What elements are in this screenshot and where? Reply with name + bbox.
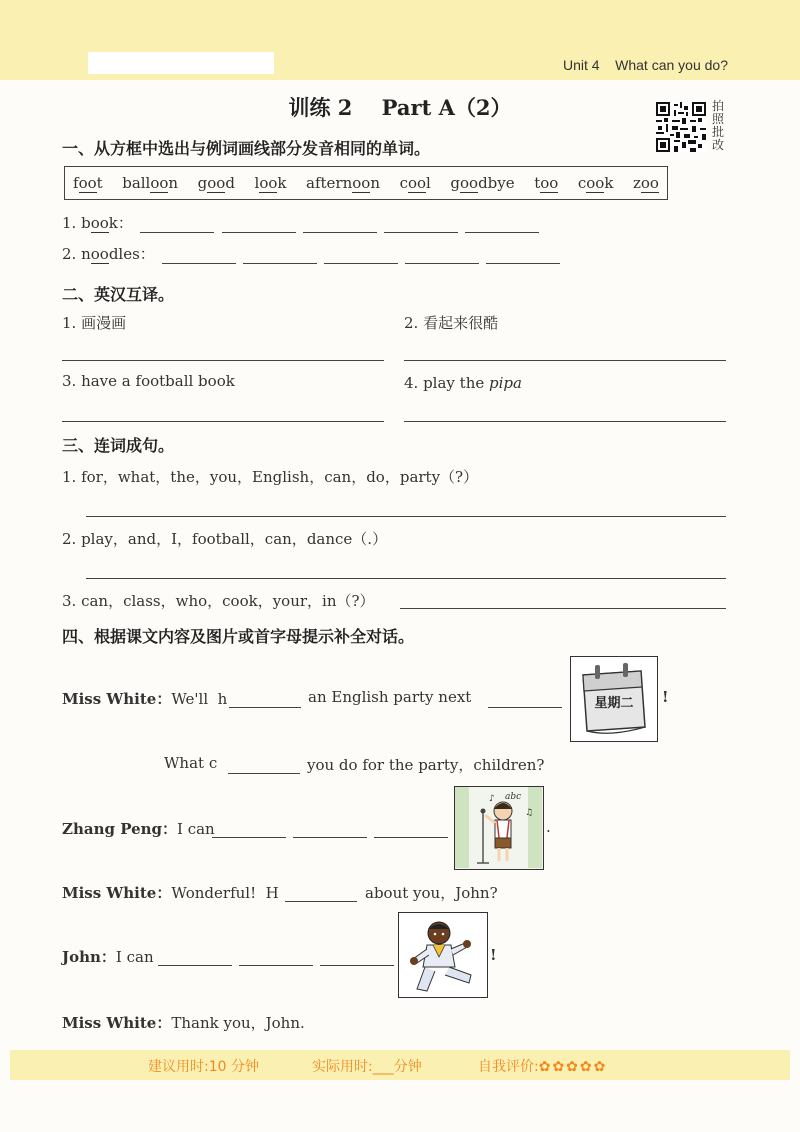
- answer-blank[interactable]: [285, 901, 357, 902]
- answer-blank[interactable]: [293, 837, 367, 838]
- dialogue-line-3: Zhang Peng：I can: [62, 820, 215, 838]
- qr-caption: 拍 照 批 改: [712, 99, 725, 152]
- svg-text:♫: ♫: [525, 808, 534, 818]
- answer-blank[interactable]: [486, 263, 560, 264]
- translate-item-1: 1. 画漫画: [62, 314, 127, 332]
- answer-line[interactable]: [86, 516, 726, 517]
- qr-code-icon[interactable]: [656, 102, 706, 152]
- answer-blank[interactable]: [243, 263, 317, 264]
- answer-line[interactable]: [404, 421, 726, 422]
- word-item: good: [197, 174, 235, 192]
- answer-blank[interactable]: [229, 707, 301, 708]
- answer-line[interactable]: [86, 578, 726, 579]
- calendar-picture: [570, 656, 658, 742]
- dialogue-text: an English party next: [308, 688, 472, 706]
- dialogue-text: about you，John?: [365, 884, 498, 902]
- song-label: abc: [505, 792, 522, 802]
- answer-blank[interactable]: [374, 837, 448, 838]
- question-1-book: 1. book：: [62, 214, 133, 232]
- answer-blank[interactable]: [384, 232, 458, 233]
- order-item-1: 1. for，what，the，you，English，can，do，party（?）: [62, 468, 479, 486]
- word-item: too: [534, 174, 559, 192]
- section3-heading: 三、连词成句。: [62, 436, 175, 455]
- word-item: goodbye: [450, 174, 515, 192]
- answer-blank[interactable]: [488, 707, 562, 708]
- answer-line[interactable]: [62, 421, 384, 422]
- punctuation: .: [546, 818, 551, 836]
- section4-heading: 四、根据课文内容及图片或首字母提示补全对话。: [62, 627, 415, 646]
- answer-blank[interactable]: [405, 263, 479, 264]
- answer-blank[interactable]: [212, 837, 286, 838]
- rating-stars-icon[interactable]: ✿✿✿✿✿: [538, 1059, 608, 1075]
- punctuation: !: [662, 688, 669, 706]
- suggested-time: 建议用时:10 分钟: [148, 1059, 259, 1075]
- section1-heading: 一、从方框中选出与例词画线部分发音相同的单词。: [62, 139, 431, 158]
- dialogue-line-2: What c: [164, 754, 218, 772]
- unit-label: Unit 4 What can you do?: [563, 57, 728, 73]
- self-evaluation: 自我评价:✿✿✿✿✿: [478, 1059, 608, 1075]
- answer-blank[interactable]: [465, 232, 539, 233]
- speaker-label: John：: [62, 948, 116, 966]
- word-item: balloon: [122, 174, 179, 192]
- answer-line[interactable]: [62, 360, 384, 361]
- section2-heading: 二、英汉互译。: [62, 285, 175, 304]
- calendar-label: 星期二: [594, 696, 634, 711]
- order-item-3: 3. can，class，who，cook，your，in（?）: [62, 592, 375, 610]
- answer-line[interactable]: [404, 360, 726, 361]
- svg-text:♪: ♪: [489, 794, 495, 804]
- answer-blank[interactable]: [303, 232, 377, 233]
- translate-item-4: 4. play the pipa: [404, 374, 522, 392]
- word-item: cook: [577, 174, 614, 192]
- dialogue-text: you do for the party，children?: [307, 756, 545, 774]
- dialogue-line-4: Miss White：Wonderful! H: [62, 884, 279, 902]
- answer-blank[interactable]: [140, 232, 214, 233]
- speaker-label: Miss White：: [62, 1014, 172, 1032]
- answer-blank[interactable]: [222, 232, 296, 233]
- answer-blank[interactable]: [239, 965, 313, 966]
- dialogue-line-1: Miss White：We'll h: [62, 690, 228, 708]
- word-item: afternoon: [306, 174, 380, 192]
- translate-item-2: 2. 看起来很酷: [404, 314, 499, 332]
- kungfu-picture: [398, 912, 488, 998]
- answer-blank[interactable]: [324, 263, 398, 264]
- header-blank-area: [88, 52, 274, 74]
- word-item: cool: [399, 174, 431, 192]
- word-item: look: [254, 174, 287, 192]
- word-box: [64, 166, 668, 200]
- question-2-noodles: 2. noodles：: [62, 245, 155, 263]
- order-item-2: 2. play，and，I，football，can，dance（.）: [62, 530, 388, 548]
- dialogue-line-6: Miss White：Thank you，John.: [62, 1014, 305, 1032]
- singer-picture: [454, 786, 544, 870]
- page-title-text: 训练 2 Part A（2）: [288, 95, 512, 120]
- boy-singing-icon: [455, 787, 542, 868]
- answer-blank[interactable]: [228, 773, 300, 774]
- translate-item-3: 3. have a football book: [62, 372, 235, 390]
- speaker-label: Zhang Peng：: [62, 820, 178, 838]
- answer-line[interactable]: [400, 608, 726, 609]
- boy-kungfu-icon: [399, 913, 486, 996]
- speaker-label: Miss White：: [62, 884, 172, 902]
- dialogue-line-5: John：I can: [62, 948, 154, 966]
- punctuation: !: [490, 946, 497, 964]
- answer-blank[interactable]: [158, 965, 232, 966]
- answer-blank[interactable]: [162, 263, 236, 264]
- word-item: foot: [73, 174, 103, 192]
- answer-blank[interactable]: [320, 965, 394, 966]
- calendar-icon: [571, 657, 656, 740]
- word-item: zoo: [632, 174, 659, 192]
- actual-time: 实际用时:___分钟: [312, 1059, 422, 1075]
- speaker-label: Miss White：: [62, 690, 172, 708]
